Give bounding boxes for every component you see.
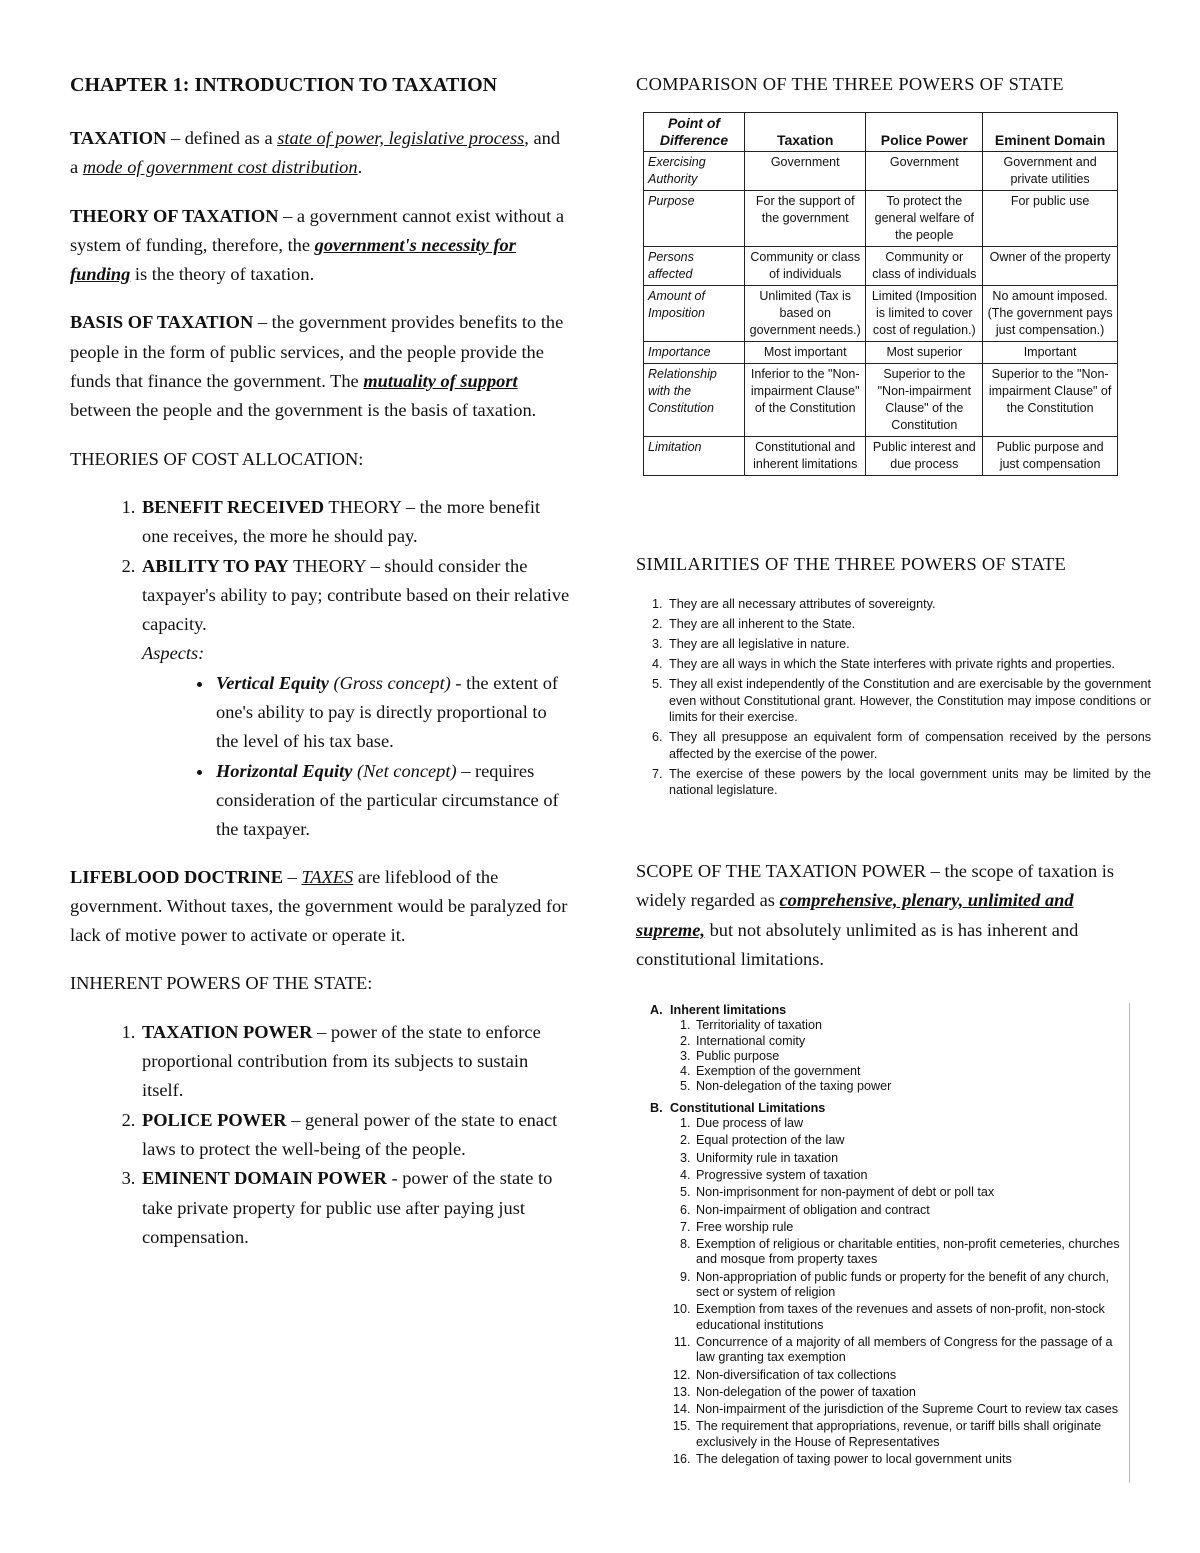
text: is the theory of taxation. [130,264,315,285]
table-row [644,286,1118,342]
list-item: 8. Exemption of religious or charitable entities, non-profit cemeteries, churches and mosque from property taxes [694,1237,1130,1268]
list-item: 5. Non-delegation of the taxing power [694,1079,1130,1094]
list-item: 4. Exemption of the government [694,1064,1130,1079]
underlined-phrase: state of power, legislative process [277,128,525,148]
table-cell: Limitation [644,437,745,476]
list-item: 16. The delegation of taxing power to local government units [694,1452,1130,1467]
table-row [644,247,1118,286]
inherent-limitations-title [650,1003,1130,1018]
table-cell: Persons affected [644,247,745,286]
text: but not absolutely unlimited as is has inherent and constitutional limitations. [636,919,1079,969]
text: – power of the state to enforce proportional contribution from its subjects to sustain itself. [142,1021,541,1101]
list-item: 3. Uniformity rule in taxation [694,1151,1130,1166]
term: BENEFIT RECEIVED [142,496,325,517]
chapter-title: CHAPTER 1: INTRODUCTION TO TAXATION [70,74,498,96]
list-item: 10. Exemption from taxes of the revenues and assets of non-profit, non-stock educational institutions [694,1302,1130,1333]
text: – defined as a [166,128,278,148]
list-item [140,1106,570,1165]
table-cell: Important [983,342,1118,364]
border-line [1129,1003,1130,1483]
text: THEORY – the more benefit one receives, the more he should pay. [142,496,541,547]
list-item: 6. They all presuppose an equivalent form of compensation received by the persons affected by the exercise of the power. [666,729,1151,762]
list-item [140,1018,570,1106]
right-column [636,70,1131,99]
comparison-table [643,112,1118,476]
list-item: 1. They are all necessary attributes of sovereignty. [666,596,1151,613]
lifeblood-doctrine [70,863,570,951]
text: . [357,157,363,178]
table-header-row [644,113,1118,152]
table-cell: Government [745,152,866,191]
letter: A. [650,1003,663,1017]
scope-of-taxation [636,857,1131,974]
table-row [644,437,1118,476]
table-cell: Unlimited (Tax is based on government needs.) [745,286,866,342]
table-cell: Public purpose and just compensation [983,437,1118,476]
list-item: 2. Equal protection of the law [694,1133,1130,1148]
table-cell: Most superior [866,342,983,364]
text: – general power of the state to enact laws to protect the well-being of the people. [142,1109,558,1159]
aspects-label: Aspects: [142,643,205,664]
table-cell: Superior to the "Non-impairment Clause" of the Constitution [866,364,983,437]
left-column [70,70,570,1270]
table-cell: Amount of Imposition [644,286,745,342]
title: Inherent limitations [670,1003,787,1017]
table-cell: Government [866,152,983,191]
table-cell: Public interest and due process [866,437,983,476]
limitations-box [640,1003,1130,1483]
inherent-powers-list [70,1018,570,1252]
similarities-heading: SIMILARITIES OF THE THREE POWERS OF STATE [636,554,1067,574]
table-header: Eminent Domain [983,113,1118,152]
inherent-powers-heading: INHERENT POWERS OF THE STATE: [70,973,373,994]
text: – the scope of taxation is widely regarded as [636,861,1115,911]
list-item: 5. They all exist independently of the Constitution and are exercisable by the government even without Constitutional grant. However, the Constitution may impose conditions or limits for their exercise. [666,676,1151,726]
similarities-list [640,596,1151,802]
theory-of-taxation [70,202,570,290]
underlined-phrase: government's necessity for funding [70,234,516,285]
table-header: Taxation [745,113,866,152]
cost-allocation-heading: THEORIES OF COST ALLOCATION: [70,448,364,469]
table-cell: Relationship with the Constitution [644,364,745,437]
table-cell: Importance [644,342,745,364]
underlined-phrase: mutuality of support [363,371,518,392]
list-item [214,757,570,845]
list-item: 3. Public purpose [694,1049,1130,1064]
list-item [140,552,570,845]
list-item: 4. Progressive system of taxation [694,1168,1130,1183]
table-cell: Community or class of individuals [745,247,866,286]
underlined-phrase: comprehensive, plenary, unlimited and supreme, [636,890,1074,940]
table-cell: For the support of the government [745,191,866,247]
term: Horizontal Equity [216,760,353,781]
inherent-limitations-list [640,1018,1130,1094]
text: – requires consideration of the particular circumstance of the taxpayer. [216,760,559,840]
text: – [283,866,302,887]
text: - power of the state to take private property for public use after paying just compensation. [142,1168,553,1247]
term: ABILITY TO PAY [142,555,289,576]
text: – the government provides benefits to the people in the form of public services, and the people provide the funds that finance the government. The [70,312,564,392]
list-item: 2. International comity [694,1034,1130,1049]
list-item [140,1164,570,1252]
list-item: 11. Concurrence of a majority of all members of Congress for the passage of a law granting tax exemption [694,1335,1130,1366]
table-header: Point of Difference [644,113,745,152]
term: LIFEBLOOD DOCTRINE [70,866,284,887]
list-item: 7. The exercise of these powers by the local government units may be limited by the national legislature. [666,766,1151,799]
table-cell: Owner of the property [983,247,1118,286]
term: Vertical Equity [216,672,329,693]
underlined-phrase: mode of government cost distribution [82,157,358,178]
table-cell: Limited (Imposition is limited to cover cost of regulation.) [866,286,983,342]
term: TAXATION POWER [142,1021,313,1042]
constitutional-limitations-list [640,1116,1130,1467]
paren: (Net concept) [352,760,457,781]
basis-of-taxation [70,308,570,425]
table-cell: For public use [983,191,1118,247]
aspects-list [142,669,570,845]
title: Constitutional Limitations [670,1100,826,1115]
underlined-phrase: TAXES [301,866,354,887]
list-item: 12. Non-diversification of tax collections [694,1368,1130,1383]
text: - the extent of one's ability to pay is directly proportional to the level of his tax base. [216,672,559,752]
list-item: 9. Non-appropriation of public funds or property for the benefit of any church, sect or system of religion [694,1270,1130,1301]
constitutional-limitations-title [650,1101,1130,1116]
table-cell: Superior to the "Non-impairment Clause" of the Constitution [983,364,1118,437]
table-row [644,342,1118,364]
comparison-heading: COMPARISON OF THE THREE POWERS OF STATE [636,74,1064,94]
text: , and a [70,128,561,178]
text: THEORY – should consider the taxpayer's ability to pay; contribute based on their relative capacity. [142,555,570,635]
table-cell: Constitutional and inherent limitations [745,437,866,476]
table-cell: Inferior to the "Non-impairment Clause" of the Constitution [745,364,866,437]
table-cell: Exercising Authority [644,152,745,191]
text: are lifeblood of the government. Without taxes, the government would be paralyzed for lack of motive power to activate or operate it. [70,866,568,946]
list-item: 3. They are all legislative in nature. [666,636,1151,653]
cost-allocation-list [70,493,570,845]
term: TAXATION [70,128,167,148]
table-cell: To protect the general welfare of the people [866,191,983,247]
list-item: 13. Non-delegation of the power of taxation [694,1385,1130,1400]
taxation-definition [70,124,570,183]
list-item [140,493,570,552]
text: – a government cannot exist without a system of funding, therefore, the [70,205,564,255]
list-item: 4. They are all ways in which the State interferes with private rights and properties. [666,656,1151,673]
list-item: 14. Non-impairment of the jurisdiction of the Supreme Court to review tax cases [694,1402,1130,1417]
list-item: 1. Territoriality of taxation [694,1018,1130,1033]
term: BASIS OF TAXATION [70,312,254,333]
term: EMINENT DOMAIN POWER [142,1168,387,1189]
term: SCOPE OF THE TAXATION POWER [636,861,927,881]
list-item: 2. They are all inherent to the State. [666,616,1151,633]
table-row [644,364,1118,437]
table-cell: Community or class of individuals [866,247,983,286]
table-row [644,191,1118,247]
paren: (Gross concept) [328,672,451,693]
table-cell: Purpose [644,191,745,247]
list-item: 5. Non-imprisonment for non-payment of debt or poll tax [694,1185,1130,1200]
list-item: 15. The requirement that appropriations, revenue, or tariff bills shall originate exclusively in the House of Representatives [694,1419,1130,1450]
table-row [644,152,1118,191]
list-item [214,669,570,757]
table-cell: Most important [745,342,866,364]
list-item: 1. Due process of law [694,1116,1130,1131]
table-cell: No amount imposed. (The government pays just compensation.) [983,286,1118,342]
list-item: 7. Free worship rule [694,1220,1130,1235]
table-header: Police Power [866,113,983,152]
term: THEORY OF TAXATION [70,205,279,226]
table-cell: Government and private utilities [983,152,1118,191]
list-item: 6. Non-impairment of obligation and contract [694,1203,1130,1218]
letter: B. [650,1100,663,1115]
term: POLICE POWER [142,1109,287,1130]
text: between the people and the government is the basis of taxation. [70,400,537,421]
